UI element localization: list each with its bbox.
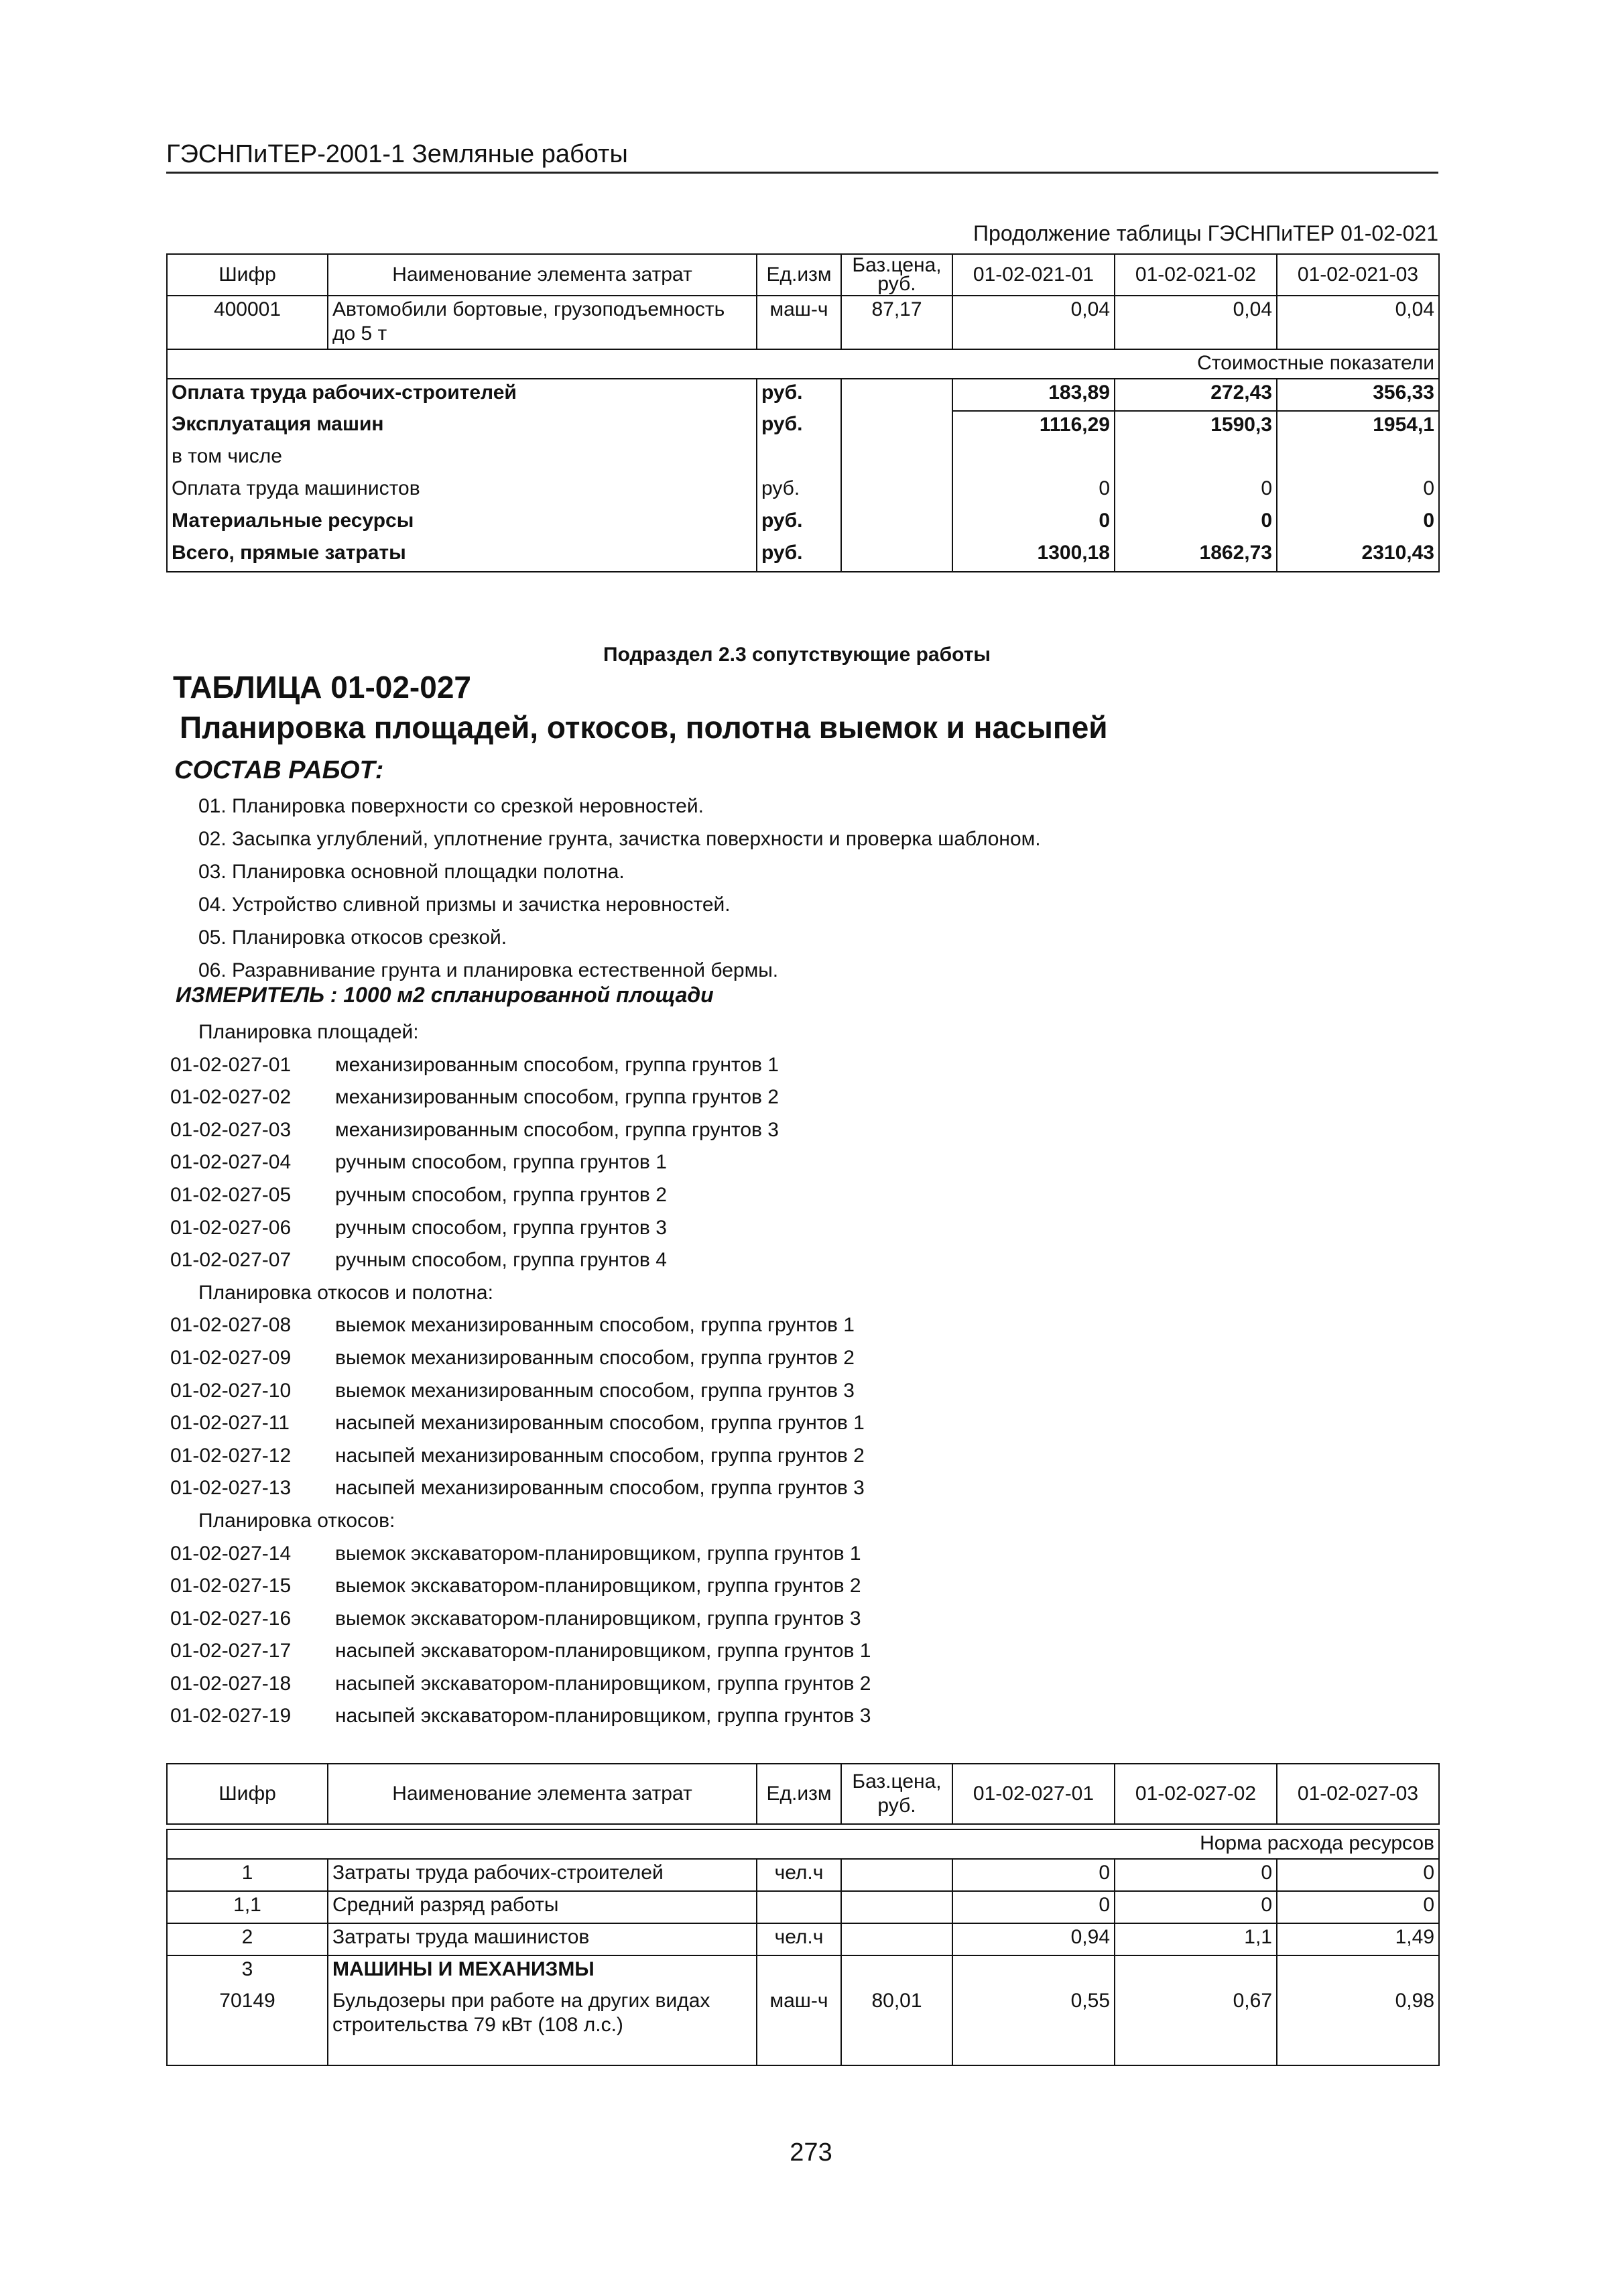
list-item xyxy=(170,1700,871,1733)
list-item xyxy=(170,1407,871,1440)
unit-cell: руб. xyxy=(757,379,841,411)
item-code: 01-02-027-04 xyxy=(170,1151,292,1174)
code-cell: 2 xyxy=(167,1923,328,1955)
value-cell: 272,43 xyxy=(1115,379,1277,411)
value-cell: 0 xyxy=(1115,1891,1277,1923)
table-row xyxy=(167,1859,1439,1891)
item-code: 01-02-027-02 xyxy=(170,1086,292,1109)
item-description: насыпей механизированным способом, группа грунтов 2 xyxy=(335,1444,865,1467)
table-row xyxy=(167,1923,1439,1955)
column-header: Шифр xyxy=(167,254,328,296)
item-code: 01-02-027-08 xyxy=(170,1314,292,1337)
list-item xyxy=(170,1635,871,1668)
value-cell: 0 xyxy=(952,1891,1115,1923)
item-code: 01-02-027-03 xyxy=(170,1118,292,1141)
value-cell: 0 xyxy=(1115,475,1277,507)
value-cell: 0 xyxy=(952,507,1115,540)
item-description: насыпей механизированным способом, группа грунтов 3 xyxy=(335,1477,865,1500)
column-header: Шифр xyxy=(167,1764,328,1824)
name-cell: Оплата труда машинистов xyxy=(167,475,757,507)
page-header: ГЭСНПиТЕР-2001-1 Земляные работы xyxy=(166,138,1438,174)
list-item xyxy=(170,1342,871,1375)
group-title: Планировка откосов: xyxy=(198,1509,395,1532)
value-cell: 356,33 xyxy=(1277,379,1439,411)
table-row xyxy=(167,1955,1439,1988)
item-description: насыпей экскаватором-планировщиком, группа грунтов 1 xyxy=(335,1640,871,1663)
value-cell: 0,94 xyxy=(952,1923,1115,1955)
works-list xyxy=(198,790,1041,987)
meter xyxy=(176,983,714,1008)
table-header-row xyxy=(167,1764,1439,1824)
list-item xyxy=(170,1081,871,1114)
column-header: 01-02-027-02 xyxy=(1115,1764,1277,1824)
unit-cell: маш-ч xyxy=(757,1988,841,2065)
code-cell: 70149 xyxy=(167,1988,328,2065)
unit-cell xyxy=(757,1891,841,1923)
item-description: ручным способом, группа грунтов 1 xyxy=(335,1151,667,1174)
unit-cell xyxy=(757,1955,841,1988)
code-cell: 400001 xyxy=(167,296,328,349)
item-description: ручным способом, группа грунтов 2 xyxy=(335,1183,667,1206)
value-cell: 183,89 xyxy=(952,379,1115,411)
list-item: 04. Устройство сливной призмы и зачистка неровностей. xyxy=(198,894,731,916)
item-code: 01-02-027-17 xyxy=(170,1640,292,1663)
unit-cell xyxy=(757,443,841,475)
item-code: 01-02-027-12 xyxy=(170,1444,292,1467)
value-cell: 0,55 xyxy=(952,1988,1115,2065)
price-cell xyxy=(841,1859,952,1891)
item-code: 01-02-027-07 xyxy=(170,1249,292,1272)
value-cell: 0 xyxy=(1277,507,1439,540)
value-cell xyxy=(1115,1955,1277,1988)
list-item: 03. Планировка основной площадки полотна. xyxy=(198,861,625,883)
value-cell: 0 xyxy=(952,1859,1115,1891)
group-title: Планировка площадей: xyxy=(198,1021,419,1043)
item-code: 01-02-027-13 xyxy=(170,1477,292,1500)
code-cell: 1,1 xyxy=(167,1891,328,1923)
price-cell xyxy=(841,411,952,443)
item-code: 01-02-027-14 xyxy=(170,1542,292,1565)
table-row xyxy=(167,540,1439,572)
value-cell: 0,98 xyxy=(1277,1988,1439,2065)
value-cell: 1,49 xyxy=(1277,1923,1439,1955)
item-code: 01-02-027-06 xyxy=(170,1216,292,1239)
table-title: Планировка площадей, откосов, полотна выемок и насыпей xyxy=(180,710,1108,745)
item-code: 01-02-027-16 xyxy=(170,1607,292,1630)
name-cell: Затраты труда машинистов xyxy=(328,1923,757,1955)
column-header: Ед.изм xyxy=(757,254,841,296)
value-cell xyxy=(952,1955,1115,1988)
list-item xyxy=(170,1570,871,1603)
value-cell: 1590,3 xyxy=(1115,411,1277,443)
list-item xyxy=(170,1146,871,1179)
table-01-02-027 xyxy=(166,1763,1440,2066)
value-cell: 0,04 xyxy=(1277,296,1439,349)
subsection-title: Подраздел 2.3 сопутствующие работы xyxy=(603,644,991,666)
unit-cell: руб. xyxy=(757,507,841,540)
item-description: выемок экскаватором-планировщиком, группа грунтов 2 xyxy=(335,1575,861,1597)
column-header: 01-02-021-03 xyxy=(1277,254,1439,296)
meter-label: ИЗМЕРИТЕЛЬ : xyxy=(176,983,338,1007)
divider-cell xyxy=(167,1824,1439,1829)
unit-cell: маш-ч xyxy=(757,296,841,349)
column-header: Ед.изм xyxy=(757,1764,841,1824)
price-cell xyxy=(841,1891,952,1923)
table-01-02-021 xyxy=(166,253,1440,572)
unit-cell: руб. xyxy=(757,411,841,443)
value-cell xyxy=(1277,1955,1439,1988)
item-code: 01-02-027-09 xyxy=(170,1346,292,1369)
column-header: 01-02-021-02 xyxy=(1115,254,1277,296)
list-item: 06. Разравнивание грунта и планировка естественной бермы. xyxy=(198,959,779,981)
list-item xyxy=(170,1179,871,1212)
name-cell: Оплата труда рабочих-строителей xyxy=(167,379,757,411)
name-cell: Материальные ресурсы xyxy=(167,507,757,540)
unit-cell: чел.ч xyxy=(757,1859,841,1891)
value-cell: 0,04 xyxy=(952,296,1115,349)
item-description: ручным способом, группа грунтов 3 xyxy=(335,1216,667,1239)
item-code: 01-02-027-05 xyxy=(170,1183,292,1206)
list-item: 02. Засыпка углублений, уплотнение грунта, зачистка поверхности и проверка шаблоном. xyxy=(198,828,1041,850)
section-label: Норма расхода ресурсов xyxy=(167,1829,1439,1859)
item-description: механизированным способом, группа грунтов 1 xyxy=(335,1053,779,1076)
value-cell: 0 xyxy=(1277,1891,1439,1923)
table-row xyxy=(167,296,1439,349)
value-cell: 0 xyxy=(1277,475,1439,507)
table-row xyxy=(167,379,1439,411)
value-cell: 1862,73 xyxy=(1115,540,1277,572)
list-item xyxy=(170,1114,871,1147)
value-cell: 0,67 xyxy=(1115,1988,1277,2065)
column-header: Баз.цена, руб. xyxy=(841,254,952,296)
group-title: Планировка откосов и полотна: xyxy=(198,1281,493,1304)
column-header: 01-02-027-03 xyxy=(1277,1764,1439,1824)
column-header: 01-02-027-01 xyxy=(952,1764,1115,1824)
table-row xyxy=(167,475,1439,507)
value-cell: 0 xyxy=(1115,507,1277,540)
item-description: насыпей экскаватором-планировщиком, группа грунтов 2 xyxy=(335,1672,871,1695)
table-row xyxy=(167,443,1439,475)
item-description: выемок экскаватором-планировщиком, группа грунтов 1 xyxy=(335,1542,861,1565)
name-cell: Средний разряд работы xyxy=(328,1891,757,1923)
price-cell xyxy=(841,507,952,540)
item-description: выемок экскаватором-планировщиком, группа грунтов 3 xyxy=(335,1607,861,1630)
price-cell: 80,01 xyxy=(841,1988,952,2065)
value-cell: 1300,18 xyxy=(952,540,1115,572)
table-header-row xyxy=(167,254,1439,296)
value-cell: 0,04 xyxy=(1115,296,1277,349)
item-description: механизированным способом, группа грунтов 3 xyxy=(335,1118,779,1141)
item-description: выемок механизированным способом, группа грунтов 3 xyxy=(335,1379,855,1402)
name-cell: МАШИНЫ И МЕХАНИЗМЫ xyxy=(328,1955,757,1988)
value-cell: 0 xyxy=(1277,1859,1439,1891)
value-cell: 1,1 xyxy=(1115,1923,1277,1955)
name-cell: Всего, прямые затраты xyxy=(167,540,757,572)
price-cell xyxy=(841,1923,952,1955)
item-code: 01-02-027-11 xyxy=(170,1412,290,1435)
column-header: Баз.цена, руб. xyxy=(841,1764,952,1824)
table-row xyxy=(167,1891,1439,1923)
name-cell: Затраты труда рабочих-строителей xyxy=(328,1859,757,1891)
table-id: ТАБЛИЦА 01-02-027 xyxy=(173,670,471,705)
section-label-row xyxy=(167,1829,1439,1859)
list-item xyxy=(170,1472,871,1505)
value-cell: 0 xyxy=(1115,1859,1277,1891)
item-code: 01-02-027-15 xyxy=(170,1575,292,1597)
item-description: механизированным способом, группа грунтов 2 xyxy=(335,1086,779,1109)
table-row xyxy=(167,507,1439,540)
price-cell xyxy=(841,475,952,507)
unit-cell: руб. xyxy=(757,540,841,572)
item-code: 01-02-027-18 xyxy=(170,1672,292,1695)
page-number: 273 xyxy=(790,2138,832,2167)
code-list xyxy=(170,1016,871,1733)
table-divider xyxy=(167,1824,1439,1829)
price-cell xyxy=(841,443,952,475)
unit-cell: чел.ч xyxy=(757,1923,841,1955)
item-code: 01-02-027-10 xyxy=(170,1379,292,1402)
value-cell: 1954,1 xyxy=(1277,411,1439,443)
list-item: 05. Планировка откосов срезкой. xyxy=(198,926,507,949)
works-heading: СОСТАВ РАБОТ: xyxy=(174,756,384,784)
list-item xyxy=(170,1538,871,1571)
list-item xyxy=(170,1603,871,1636)
table-row xyxy=(167,411,1439,443)
section-label-row xyxy=(167,349,1439,379)
list-item xyxy=(170,1212,871,1245)
list-item xyxy=(170,1244,871,1277)
price-cell xyxy=(841,540,952,572)
name-cell: Автомобили бортовые, грузоподъемность до 5 т xyxy=(328,296,757,349)
name-cell: в том числе xyxy=(167,443,757,475)
code-cell: 3 xyxy=(167,1955,328,1988)
name-cell: Эксплуатация машин xyxy=(167,411,757,443)
price-cell xyxy=(841,1955,952,1988)
list-item xyxy=(170,1440,871,1473)
price-cell: 87,17 xyxy=(841,296,952,349)
item-description: ручным способом, группа грунтов 4 xyxy=(335,1249,667,1272)
list-item xyxy=(170,1375,871,1408)
value-cell xyxy=(1277,443,1439,475)
list-item: 01. Планировка поверхности со срезкой неровностей. xyxy=(198,795,704,817)
value-cell: 0 xyxy=(952,475,1115,507)
continuation-caption: Продолжение таблицы ГЭСНПиТЕР 01-02-021 xyxy=(973,221,1438,245)
column-header: Наименование элемента затрат xyxy=(328,254,757,296)
column-header: 01-02-021-01 xyxy=(952,254,1115,296)
meter-value: 1000 м2 спланированной площади xyxy=(343,983,714,1007)
table-row xyxy=(167,1988,1439,2065)
value-cell: 1116,29 xyxy=(952,411,1115,443)
item-description: выемок механизированным способом, группа грунтов 1 xyxy=(335,1314,855,1337)
column-header: Наименование элемента затрат xyxy=(328,1764,757,1824)
section-label: Стоимостные показатели xyxy=(167,349,1439,379)
unit-cell: руб. xyxy=(757,475,841,507)
price-cell xyxy=(841,379,952,411)
item-description: насыпей экскаватором-планировщиком, группа грунтов 3 xyxy=(335,1705,871,1728)
item-description: выемок механизированным способом, группа грунтов 2 xyxy=(335,1346,855,1369)
item-description: насыпей механизированным способом, группа грунтов 1 xyxy=(335,1412,865,1435)
value-cell xyxy=(952,443,1115,475)
code-cell: 1 xyxy=(167,1859,328,1891)
value-cell: 2310,43 xyxy=(1277,540,1439,572)
list-item xyxy=(170,1049,871,1082)
item-code: 01-02-027-19 xyxy=(170,1705,292,1728)
name-cell: Бульдозеры при работе на других видах строительства 79 кВт (108 л.с.) xyxy=(328,1988,757,2065)
list-item xyxy=(170,1309,871,1342)
value-cell xyxy=(1115,443,1277,475)
list-item xyxy=(170,1668,871,1701)
item-code: 01-02-027-01 xyxy=(170,1053,292,1076)
